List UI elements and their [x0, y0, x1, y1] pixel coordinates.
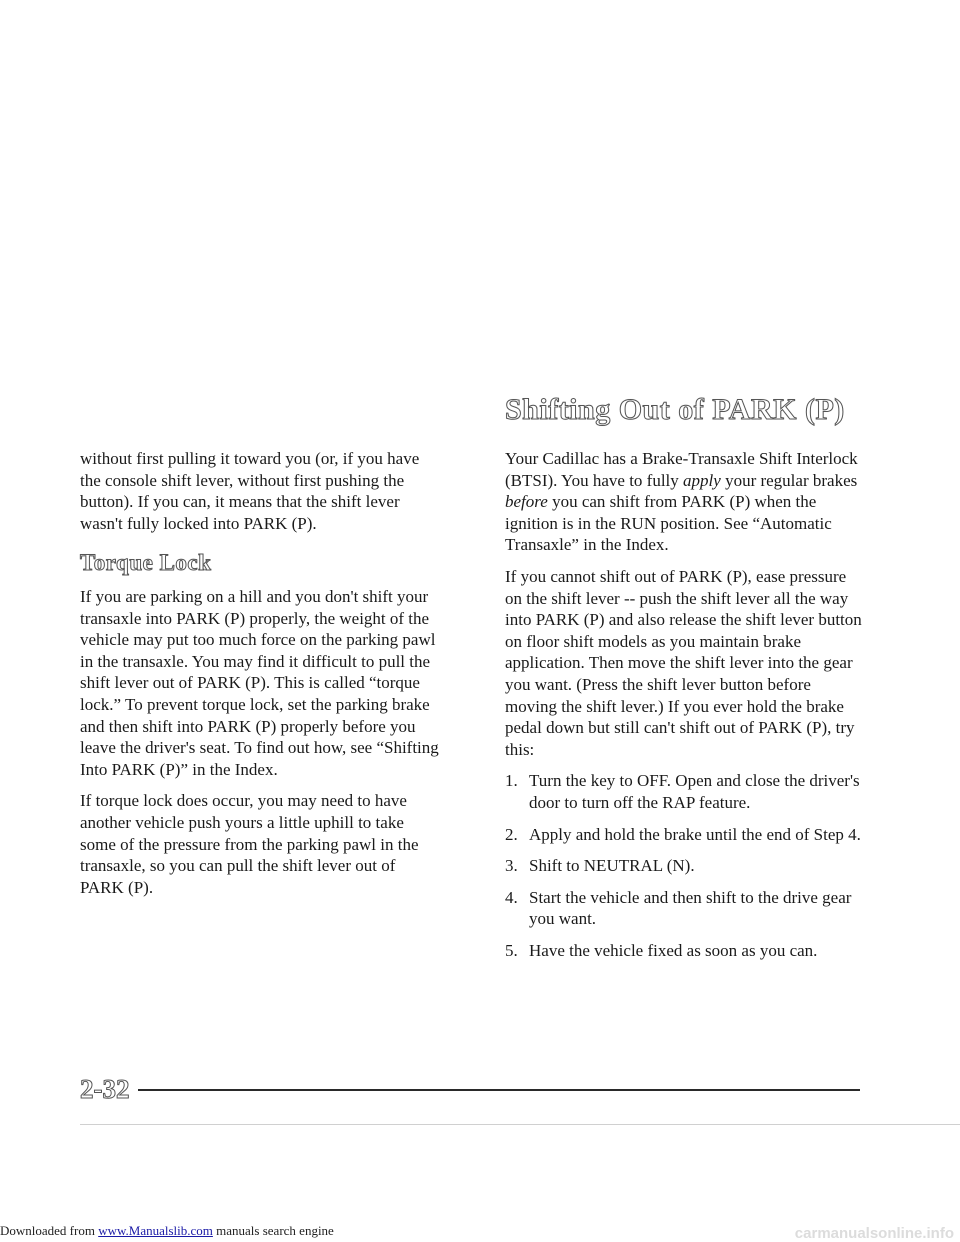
scan-divider: [80, 1124, 960, 1125]
step-text: Turn the key to OFF. Open and close the driver's door to turn off the RAP feature.: [529, 771, 860, 812]
p1-text-end: you can shift from PARK (P) when the ignition is in the RUN position. See “Automatic Transaxle” in the Index.: [505, 492, 832, 555]
p1-text-start: Your Cadillac has a Brake-Transaxle Shift Interlock (BTSI). You have to fully: [505, 449, 858, 490]
step-number: 4.: [505, 887, 518, 907]
steps-list: [505, 770, 867, 961]
page-number: 2-32: [80, 1074, 130, 1104]
p1-emphasis-apply: apply: [683, 470, 721, 490]
shifting-out-paragraph-2: If you cannot shift out of PARK (P), ease pressure on the shift lever -- push the shift lever all the way into PARK (P) and also release the shift lever button on floor shift models as you maintain brake application. Then move the shift lever into the gear you want. (Press the shift lever button before moving the shift lever.) If you ever hold the brake pedal down but still can't shift out of PARK (P), try this:: [505, 566, 862, 759]
list-item: [505, 887, 867, 930]
footer-divider: [138, 1089, 860, 1091]
torque-lock-paragraph-1: If you are parking on a hill and you don't shift your transaxle into PARK (P) properly, the weight of the vehicle may put too much force on the parking pawl in the transaxle. You may find it difficult to pull the shift lever out of PARK (P). This is called “torque lock.” To prevent torque lock, set the parking brake and then shift into PARK (P) properly before you leave the driver's seat. To find out how, see “Shifting Into PARK (P)” in the Index.: [80, 586, 439, 779]
step-text: Start the vehicle and then shift to the drive gear you want.: [529, 887, 852, 929]
shifting-out-paragraph-1: [505, 448, 867, 556]
list-item: [505, 824, 867, 846]
step-text: Shift to NEUTRAL (N).: [529, 856, 695, 876]
step-number: 1.: [505, 771, 518, 791]
banner-prefix: Downloaded from: [0, 1223, 99, 1238]
step-number: 3.: [505, 856, 518, 876]
intro-paragraph: without first pulling it toward you (or, if you have the console shift lever, without first pushing the button). If you can, it means that the shift lever wasn't fully locked into PARK (P).: [80, 449, 420, 533]
step-number: 2.: [505, 824, 518, 844]
list-item: [505, 940, 867, 962]
manualslib-link[interactable]: www.Manualslib.com: [98, 1223, 213, 1238]
watermark: carmanualsonline.info: [794, 1225, 954, 1242]
step-text: Have the vehicle fixed as soon as you can.: [529, 940, 818, 960]
p1-text-mid: your regular brakes: [720, 470, 858, 490]
shifting-out-heading: Shifting Out of PARK (P): [505, 393, 845, 426]
torque-lock-paragraph-2: If torque lock does occur, you may need to have another vehicle push yours a little uphill to take some of the pressure from the parking pawl in the transaxle, so you can pull the shift lever out of PARK (P).: [80, 791, 419, 897]
list-item: [505, 855, 867, 877]
list-item: [505, 770, 867, 813]
torque-lock-heading: Torque Lock: [80, 550, 212, 576]
right-column: [505, 448, 867, 971]
step-number: 5.: [505, 940, 518, 960]
p1-emphasis-before: before: [505, 492, 548, 512]
step-text: Apply and hold the brake until the end of Step 4.: [529, 824, 861, 844]
left-column: [80, 448, 440, 908]
banner-suffix: manuals search engine: [212, 1223, 334, 1238]
download-banner: [0, 1223, 334, 1239]
